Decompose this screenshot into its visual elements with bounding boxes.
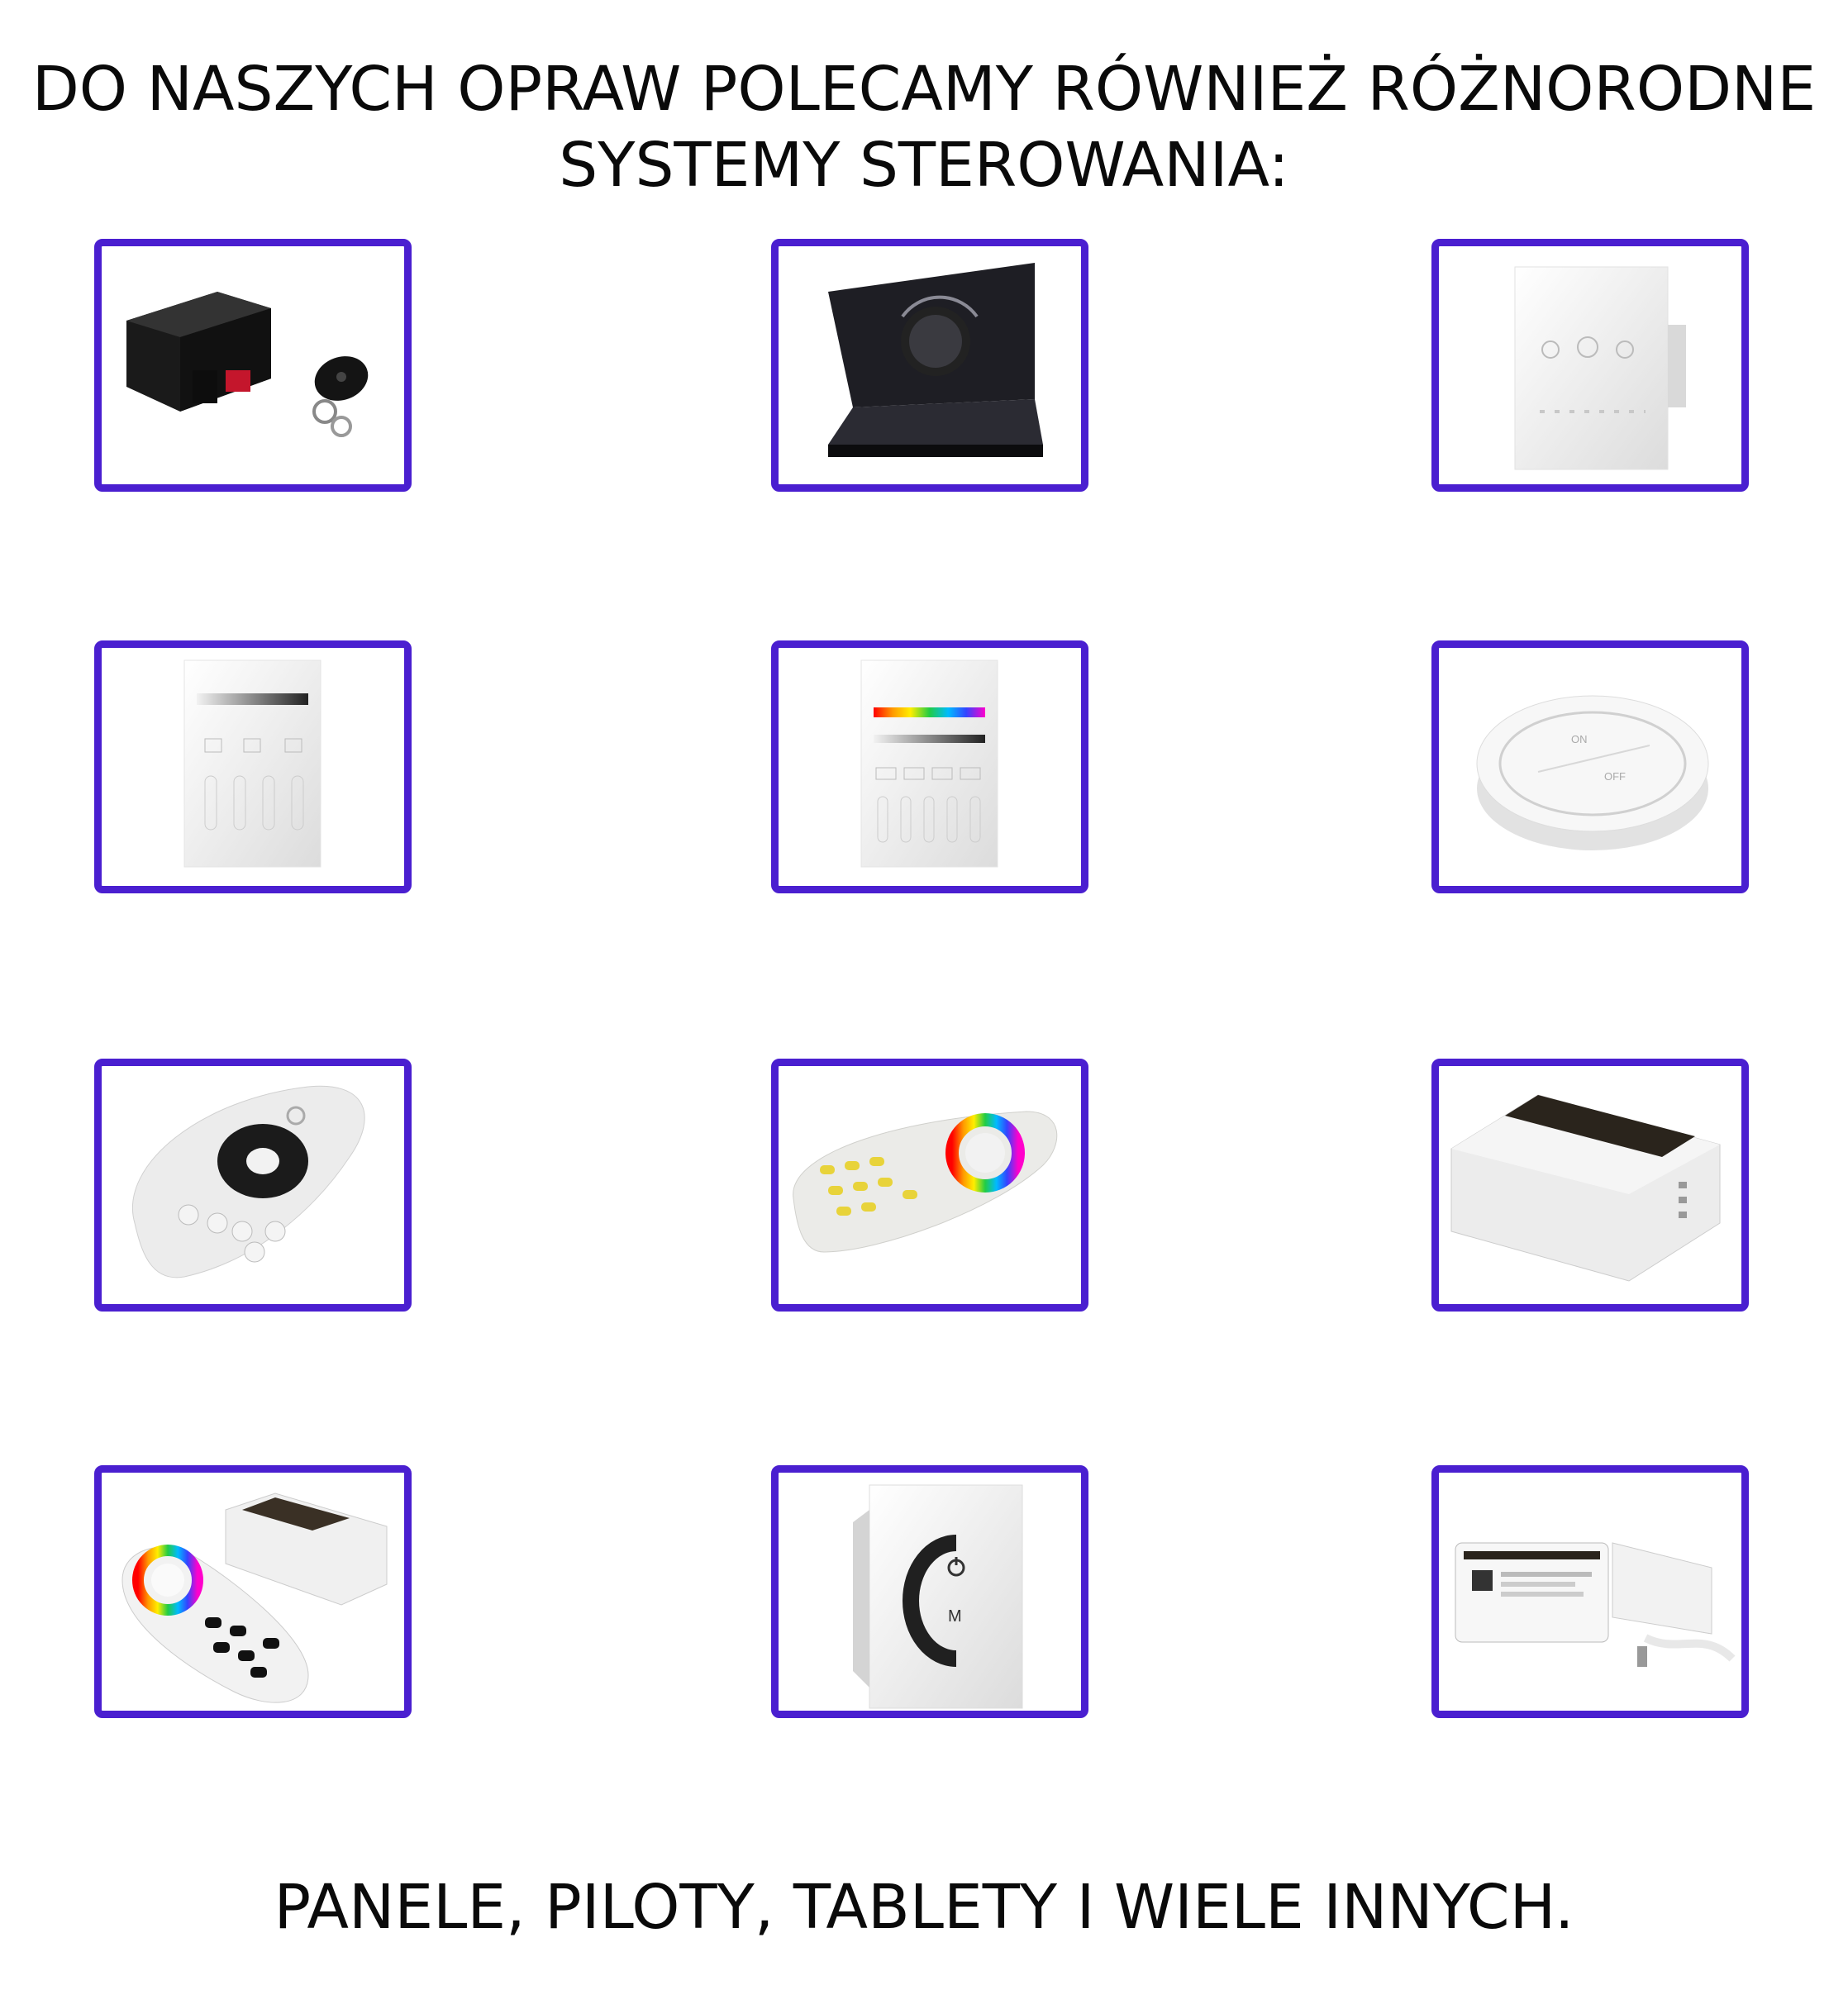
- heading-line-1: DO NASZYCH OPRAW POLECAMY RÓWNIEŻ RÓŻNORODNE: [31, 54, 1817, 125]
- white-touch-wall-panel-icon: [1439, 246, 1741, 484]
- controller-box-with-keyfob-remote-icon: [102, 246, 404, 484]
- white-dimmer-wall-panel-icon: [102, 648, 404, 886]
- heading-line-2: SYSTEMY STEROWANIA:: [559, 130, 1289, 201]
- round-wireless-dimmer-icon: [1439, 648, 1741, 886]
- rgbw-touch-remote-icon: [779, 1066, 1081, 1304]
- product-tile-wifi-box[interactable]: [1431, 1465, 1749, 1718]
- rotary-touch-wall-dimmer-icon: [779, 1473, 1081, 1711]
- remote-with-receiver-kit-icon: [102, 1473, 404, 1711]
- product-tile-rotary-dimmer[interactable]: [771, 239, 1088, 492]
- rgb-wall-panel-icon: [779, 648, 1081, 886]
- product-tile-rgb-wall-panel[interactable]: [771, 640, 1088, 893]
- product-tile-round-dimmer[interactable]: [1431, 640, 1749, 893]
- product-tile-controller-box[interactable]: [94, 239, 412, 492]
- page-heading: [0, 51, 1848, 203]
- product-tile-dimmer-wall-panel[interactable]: [94, 640, 412, 893]
- product-tile-remote-receiver-kit[interactable]: [94, 1465, 412, 1718]
- product-tile-handheld-remote[interactable]: [94, 1059, 412, 1312]
- page-footer: PANELE, PILOTY, TABLETY I WIELE INNYCH.: [274, 1872, 1574, 1943]
- product-tile-rotary-touch-dimmer[interactable]: [771, 1465, 1088, 1718]
- black-rotary-dimmer-stand-icon: [779, 246, 1081, 484]
- product-tile-rgbw-remote[interactable]: [771, 1059, 1088, 1312]
- wifi-box-controller-icon: [1439, 1473, 1741, 1711]
- dimmer-on-label: ON: [1571, 733, 1588, 745]
- product-tile-receiver-controller[interactable]: [1431, 1059, 1749, 1312]
- mode-button-label: M: [948, 1607, 962, 1626]
- led-receiver-controller-icon: [1439, 1066, 1741, 1304]
- product-tile-touch-wall-panel[interactable]: [1431, 239, 1749, 492]
- dimmer-off-label: OFF: [1604, 770, 1626, 783]
- white-handheld-remote-icon: [102, 1066, 404, 1304]
